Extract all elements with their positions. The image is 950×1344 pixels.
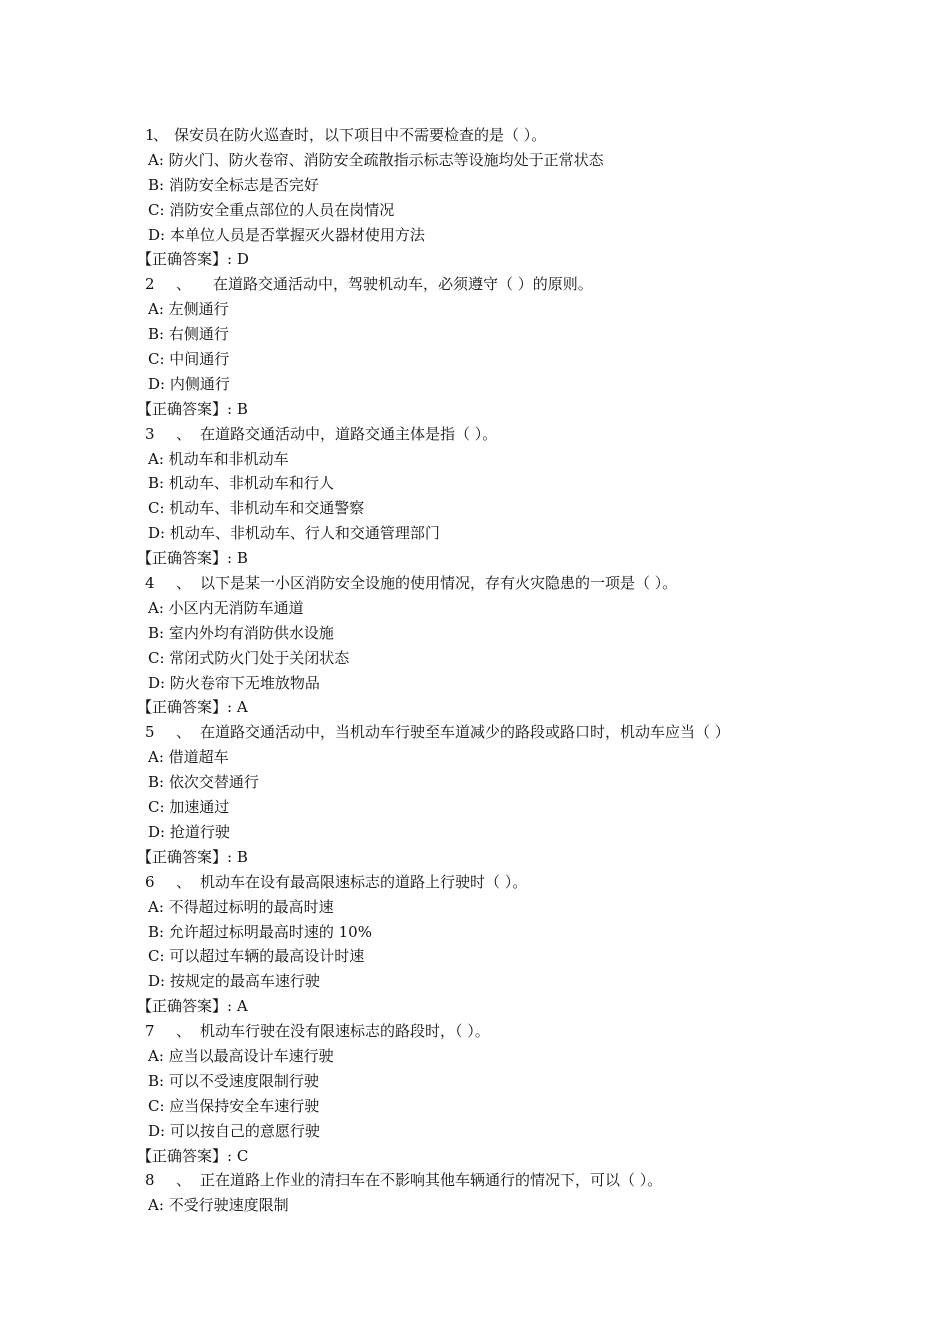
option-row	[0, 521, 950, 546]
option-row	[0, 223, 950, 248]
question-separator: 、	[176, 275, 192, 294]
option-text: C: 机动车、非机动车和交通警察	[148, 499, 365, 518]
option-row	[0, 820, 950, 845]
option-row	[0, 969, 950, 994]
option-row	[0, 944, 950, 969]
option-text: B: 右侧通行	[148, 325, 229, 344]
option-row	[0, 198, 950, 223]
option-row	[0, 795, 950, 820]
option-text: A: 机动车和非机动车	[148, 449, 289, 468]
option-row	[0, 895, 950, 920]
question-text: 正在道路上作业的清扫车在不影响其他车辆通行的情况下，可以（ ）。	[200, 1171, 663, 1190]
option-row	[0, 447, 950, 472]
correct-answer: 【正确答案】: D	[137, 250, 249, 269]
correct-answer: 【正确答案】: B	[137, 399, 248, 418]
option-row	[0, 1069, 950, 1094]
question-stem	[0, 870, 950, 895]
option-text: C: 中间通行	[148, 350, 230, 369]
option-text: A: 应当以最高设计车速行驶	[148, 1046, 334, 1065]
option-text: C: 可以超过车辆的最高设计时速	[148, 947, 365, 966]
option-row	[0, 671, 950, 696]
question-text: 机动车行驶在没有限速标志的路段时，（ ）。	[200, 1022, 490, 1041]
question-number: 1	[145, 126, 155, 144]
option-row	[0, 471, 950, 496]
option-row	[0, 596, 950, 621]
option-row	[0, 496, 950, 521]
option-text: D: 可以按自己的意愿行驶	[148, 1121, 320, 1140]
option-row	[0, 770, 950, 795]
option-text: B: 可以不受速度限制行驶	[148, 1071, 319, 1090]
correct-answer: 【正确答案】: C	[137, 1146, 249, 1165]
question-number: 8	[145, 1171, 155, 1190]
option-text: A: 借道超车	[148, 748, 229, 767]
question-stem	[0, 1019, 950, 1044]
option-text: D: 本单位人员是否掌握灭火器材使用方法	[148, 225, 425, 244]
answer-row	[0, 695, 950, 720]
option-row	[0, 920, 950, 945]
question-list	[0, 123, 950, 1218]
question-number: 2	[145, 275, 155, 294]
question-stem	[0, 422, 950, 447]
question-text: 保安员在防火巡查时，以下项目中不需要检查的是（ ）。	[174, 126, 547, 144]
answer-row	[0, 546, 950, 571]
option-row	[0, 1044, 950, 1069]
option-text: B: 机动车、非机动车和行人	[148, 474, 334, 493]
answer-row	[0, 247, 950, 272]
option-row	[0, 322, 950, 347]
option-row	[0, 1193, 950, 1218]
answer-row	[0, 845, 950, 870]
correct-answer: 【正确答案】: A	[137, 698, 248, 717]
correct-answer: 【正确答案】: B	[137, 847, 248, 866]
option-text: C: 应当保持安全车速行驶	[148, 1096, 320, 1115]
question-stem	[0, 571, 950, 596]
correct-answer: 【正确答案】: B	[137, 549, 248, 568]
question-text: 在道路交通活动中，道路交通主体是指（ ）。	[200, 424, 498, 443]
question-number: 7	[145, 1022, 155, 1041]
option-row	[0, 173, 950, 198]
option-text: B: 允许超过标明最高时速的 10%	[148, 922, 372, 941]
option-text: A: 防火门、防火卷帘、消防安全疏散指示标志等设施均处于正常状态	[148, 150, 604, 169]
option-text: A: 不受行驶速度限制	[148, 1196, 289, 1215]
question-number: 3	[145, 424, 155, 443]
option-text: C: 常闭式防火门处于关闭状态	[148, 648, 350, 667]
option-row	[0, 297, 950, 322]
question-separator: 、	[176, 574, 192, 593]
option-text: A: 不得超过标明的最高时速	[148, 897, 334, 916]
question-stem	[0, 272, 950, 297]
option-row	[0, 621, 950, 646]
option-text: A: 小区内无消防车通道	[148, 598, 304, 617]
answer-row	[0, 397, 950, 422]
question-separator: 、	[176, 1022, 192, 1041]
option-row	[0, 646, 950, 671]
question-separator: 、	[153, 126, 169, 144]
option-text: D: 防火卷帘下无堆放物品	[148, 673, 320, 692]
option-row	[0, 148, 950, 173]
answer-row	[0, 1144, 950, 1169]
question-number: 5	[145, 723, 155, 742]
question-separator: 、	[176, 1171, 192, 1190]
correct-answer: 【正确答案】: A	[137, 997, 248, 1016]
option-text: B: 室内外均有消防供水设施	[148, 623, 334, 642]
option-row	[0, 372, 950, 397]
question-separator: 、	[176, 424, 192, 443]
option-text: B: 消防安全标志是否完好	[148, 175, 319, 194]
option-row	[0, 1094, 950, 1119]
question-stem	[0, 123, 950, 148]
question-number: 6	[145, 872, 155, 891]
option-row	[0, 347, 950, 372]
question-text: 以下是某一小区消防安全设施的使用情况，存有火灾隐患的一项是（ ）。	[200, 574, 678, 593]
question-separator: 、	[176, 872, 192, 891]
option-text: D: 按规定的最高车速行驶	[148, 972, 320, 991]
option-row	[0, 745, 950, 770]
option-text: D: 抢道行驶	[148, 822, 230, 841]
question-text: 在道路交通活动中，当机动车行驶至车道减少的路段或路口时，机动车应当（ ）	[200, 723, 730, 742]
option-text: C: 加速通过	[148, 798, 230, 817]
answer-row	[0, 994, 950, 1019]
question-text: 在道路交通活动中，驾驶机动车，必须遵守（ ）的原则。	[213, 275, 593, 294]
question-text: 机动车在设有最高限速标志的道路上行驶时（ ）。	[200, 872, 528, 891]
option-text: B: 依次交替通行	[148, 773, 259, 792]
question-stem	[0, 720, 950, 745]
option-row	[0, 1119, 950, 1144]
option-text: A: 左侧通行	[148, 300, 229, 319]
question-separator: 、	[176, 723, 192, 742]
option-text: D: 机动车、非机动车、行人和交通管理部门	[148, 524, 440, 543]
question-stem	[0, 1168, 950, 1193]
option-text: D: 内侧通行	[148, 374, 230, 393]
question-number: 4	[145, 574, 155, 593]
option-text: C: 消防安全重点部位的人员在岗情况	[148, 200, 395, 219]
